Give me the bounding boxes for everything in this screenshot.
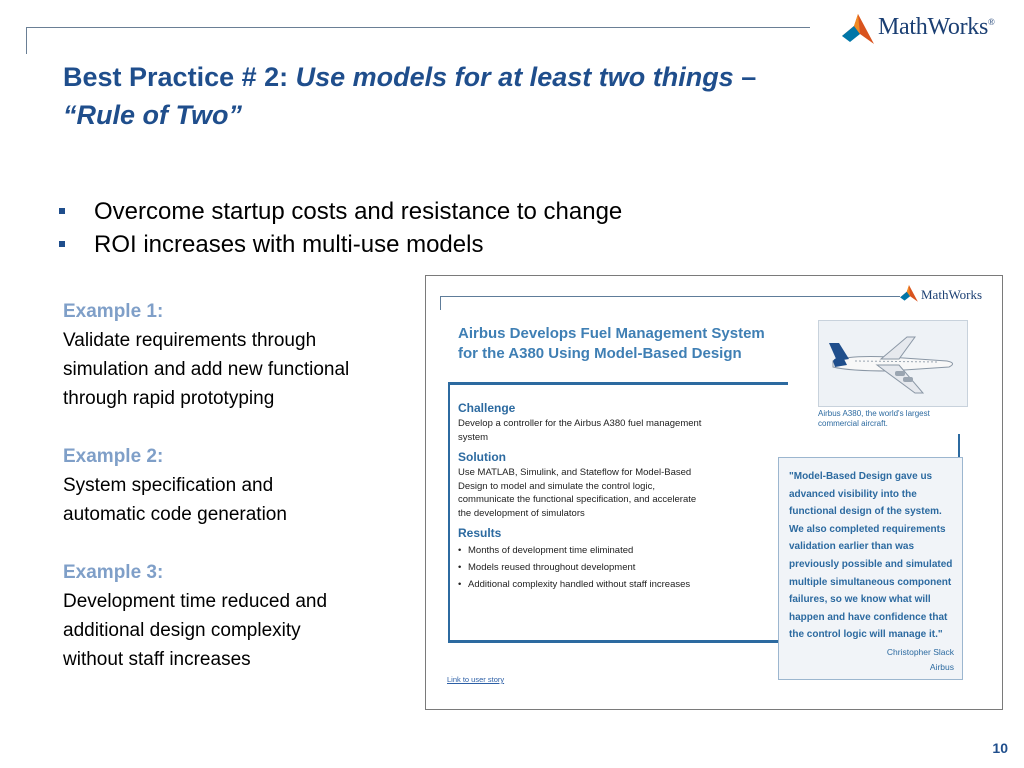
story-header-rule — [440, 296, 900, 297]
example-line: Validate requirements through — [63, 330, 317, 351]
examples-list — [63, 297, 443, 674]
solution-line: the development of simulators — [458, 507, 585, 519]
membrane-icon — [840, 12, 876, 48]
user-story-link[interactable]: Link to user story — [447, 675, 505, 684]
challenge-heading: Challenge — [458, 401, 516, 415]
quote-line: the control logic will manage it." — [789, 629, 943, 641]
bullet-square-icon — [59, 241, 65, 247]
header-rule-corner — [26, 27, 27, 54]
photo-caption: Airbus A380, the world's largest commercial aircraft. — [818, 409, 930, 428]
title-line2: “Rule of Two” — [63, 100, 242, 130]
story-content — [458, 400, 788, 593]
quote-line: failures, so we know what will — [789, 594, 931, 606]
example-line: automatic code generation — [63, 504, 287, 525]
example-heading: Example 3: — [63, 562, 164, 583]
example-line: Development time reduced and — [63, 591, 328, 612]
example-heading: Example 1: — [63, 301, 164, 322]
quote-line: We also completed requirements — [789, 523, 946, 535]
membrane-icon — [899, 284, 919, 304]
results-heading: Results — [458, 526, 502, 540]
slide-title — [63, 58, 963, 134]
bullet-square-icon — [59, 208, 65, 214]
example-heading: Example 2: — [63, 446, 164, 467]
example-line: System specification and — [63, 475, 274, 496]
quote-line: functional design of the system. — [789, 506, 942, 518]
challenge-line: system — [458, 431, 489, 443]
example-line: additional design complexity — [63, 620, 301, 641]
story-header-rule-corner — [440, 296, 441, 310]
quote-line: previously possible and simulated — [789, 558, 953, 570]
solution-line: communicate the functional specification, and accelerate — [458, 494, 697, 505]
bullet-item: Overcome startup costs and resistance to change — [56, 195, 776, 228]
customer-quote — [778, 457, 963, 680]
example-line: simulation and add new functional — [63, 359, 350, 380]
airplane-photo — [818, 320, 968, 407]
mathworks-logo — [840, 10, 1010, 50]
result-item: • Additional complexity handled without staff increases — [458, 576, 788, 593]
solution-heading: Solution — [458, 450, 506, 464]
quote-line: advanced visibility into the — [789, 488, 917, 500]
title-prefix: Best Practice # 2: — [63, 62, 296, 92]
result-item: • Months of development time eliminated — [458, 542, 788, 559]
quote-line: validation earlier than was — [789, 541, 915, 553]
story-logo-text: MathWorks — [921, 287, 983, 302]
quote-line: "Model-Based Design gave us — [789, 471, 933, 482]
header-rule — [26, 27, 810, 28]
solution-line: Design to model and simulate the control logic, — [458, 480, 655, 492]
story-mathworks-logo — [899, 284, 994, 304]
example-line: without staff increases — [63, 649, 251, 670]
result-item: • Models reused throughout development — [458, 559, 788, 576]
page-number: 10 — [992, 740, 1008, 756]
story-title: Airbus Develops Fuel Management System for the A380 Using Model-Based Design — [458, 325, 765, 362]
quote-company: Airbus — [929, 661, 954, 672]
title-dash: – — [733, 62, 757, 92]
challenge-line: Develop a controller for the Airbus A380 fuel management — [458, 418, 702, 429]
quote-author: Christopher Slack — [886, 646, 954, 657]
logo-text: MathWorks® — [878, 14, 995, 40]
airplane-icon — [819, 321, 967, 406]
quote-line: happen and have confidence that — [789, 611, 948, 623]
quote-line: multiple simultaneous component — [789, 576, 952, 588]
bullet-list — [56, 195, 776, 261]
user-story-thumbnail — [425, 275, 1003, 710]
example-line: through rapid prototyping — [63, 388, 275, 409]
solution-line: Use MATLAB, Simulink, and Stateflow for Model-Based — [458, 467, 692, 478]
bullet-item: ROI increases with multi-use models — [56, 228, 776, 261]
title-emphasis: Use models for at least two things — [295, 62, 734, 92]
